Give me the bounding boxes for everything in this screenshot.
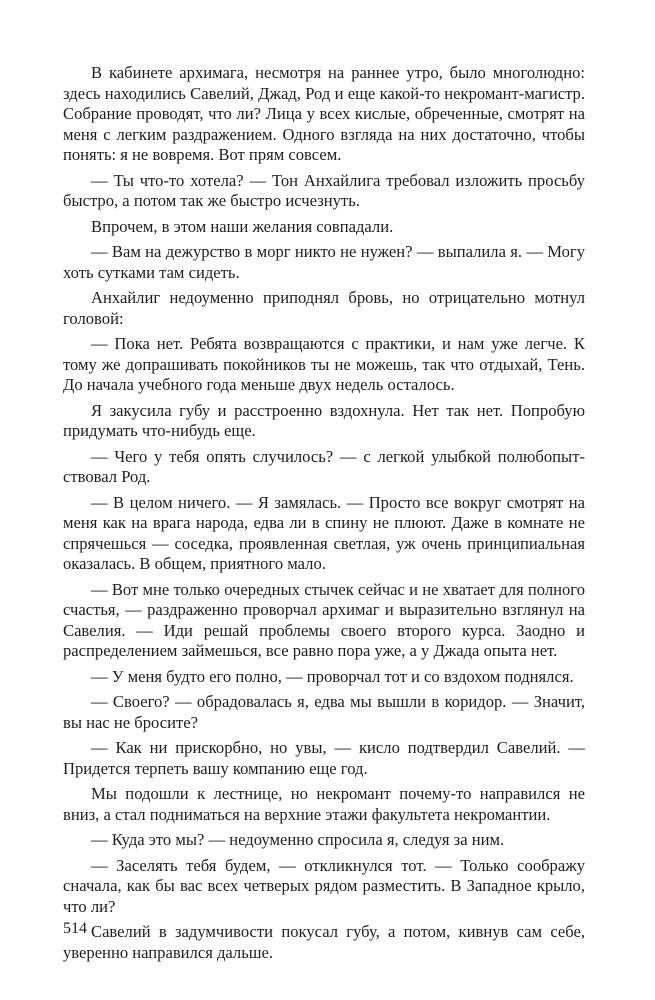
paragraph: — Своего? — обрадовалась я, едва мы вышли в коридор. — Значит, вы нас не бросите? [63,692,585,732]
paragraph: Мы подошли к лестнице, но некромант почему-то направился не вниз, а стал подниматься на верхние этажи факультета некромантии. [63,784,585,824]
paragraph: — У меня будто его полно, — проворчал тот и со вздохом поднялся. [91,666,574,686]
paragraph: — Заселять тебя будем, — откликнулся тот. — Только соображу сначала, как бы вас всех четверых рядом разместить. В Западное крыло, что ли? [63,855,585,916]
page-body [63,63,585,968]
paragraph: — Чего у тебя опять случилось? — с легкой улыбкой полюбопытствовал Род. [63,446,585,486]
paragraph: Впрочем, в этом наши желания совпадали. [91,216,394,236]
paragraph: Савелий в задумчивости покусал губу, а потом, кивнув сам себе, уверенно направился дальше. [63,922,585,962]
paragraph: — Ты что-то хотела? — Тон Анхайлига требовал изложить просьбу быстро, а потом так же быстро исчезнуть. [63,170,585,210]
paragraph: Я закусила губу и расстроенно вздохнула. Нет так нет. Попробую придумать что-нибудь еще. [63,400,585,440]
paragraph: Анхайлиг недоуменно приподнял бровь, но отрицательно мотнул головой: [63,288,585,328]
paragraph: — Вам на дежурство в морг никто не нужен? — выпалила я. — Могу хоть сутками там сидеть. [63,242,585,282]
paragraph: — Вот мне только очередных стычек сейчас и не хватает для полного счастья, — раздраженно проворчал архимаг и выразительно взглянул на Савелия. — Иди решай проблемы своего второго курса. Заодно и распределением займешься, все равно пора уже, а у Джада опыта нет. [63,579,585,660]
paragraph: — Куда это мы? — недоуменно спросила я, следуя за ним. [91,830,505,849]
paragraph: — В целом ничего. — Я замялась. — Просто все вокруг смотрят на меня как на врага народа, едва ли в спину не плюют. Даже в комнате не спрячешься — соседка, проявленная светлая, уж очень принципиальная оказалась. В общем, приятного мало. [63,492,585,573]
page-number: 514 [63,920,87,937]
paragraph: — Пока нет. Ребята возвращаются с практики, и нам уже легче. К тому же допрашивать покойников ты не можешь, так что отдыхай, Тень. До начала учебного года меньше двух недель осталось. [63,334,585,394]
paragraph: — Как ни прискорбно, но увы, — кисло подтвердил Савелий. — Придется терпеть вашу компанию еще год. [63,738,585,778]
paragraph: В кабинете архимага, несмотря на раннее утро, было многолюдно: здесь находились Савелий, Джад, Род и еще какой-то некромант-магистр. Собрание проводят, что ли? Лица у всех кислые, обреченные, смотрят на меня с легким раздражением. Одного взгляда на них достаточно, чтобы понять: я не вовремя. Вот прям совсем. [63,63,585,164]
